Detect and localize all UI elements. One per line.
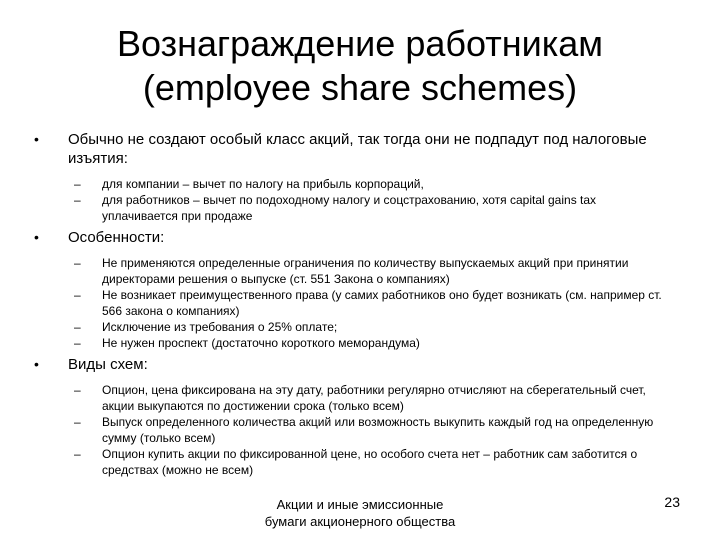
dash-marker: –	[74, 415, 81, 429]
sub-item-text: Опцион, цена фиксирована на эту дату, работники регулярно отчисляют на сберегательный счет, акции выкупаются по достижении срока (только всем)	[102, 383, 646, 413]
bullet-marker: •	[34, 229, 39, 245]
footer-line-2: бумаги акционерного общества	[264, 514, 456, 529]
sub-item	[34, 287, 674, 319]
sub-item	[34, 176, 674, 192]
sub-item	[34, 382, 674, 414]
slide-footer	[250, 496, 470, 530]
sub-list	[34, 382, 674, 478]
page-number: 23	[664, 494, 680, 510]
footer-line-1: Акции и иные эмиссионные	[276, 497, 444, 512]
bullet-item	[34, 130, 674, 168]
dash-marker: –	[74, 288, 81, 302]
slide-content	[34, 130, 674, 482]
sub-list	[34, 176, 674, 224]
bullet-text: Особенности:	[68, 229, 165, 246]
dash-marker: –	[74, 177, 81, 191]
title-line-1: Вознаграждение работникам	[116, 23, 604, 64]
sub-item-text: для работников – вычет по подоходному налогу и соцстрахованию, хотя capital gains tax уплачивается при продаже	[102, 193, 597, 223]
dash-marker: –	[74, 383, 81, 397]
bullet-item	[34, 355, 674, 374]
sub-item-text: Выпуск определенного количества акций или возможность выкупить каждый год на определенную сумму (только всем)	[102, 415, 654, 445]
dash-marker: –	[74, 320, 81, 334]
bullet-marker: •	[34, 356, 39, 372]
sub-item	[34, 255, 674, 287]
sub-item	[34, 414, 674, 446]
bullet-marker: •	[34, 131, 39, 147]
bullet-text: Виды схем:	[68, 356, 148, 373]
sub-item-text: для компании – вычет по налогу на прибыль корпораций,	[102, 177, 424, 191]
bullet-text: Обычно не создают особый класс акций, так тогда они не подпадут под налоговые изъятия:	[68, 131, 647, 167]
sub-item-text: Не нужен проспект (достаточно короткого меморандума)	[102, 336, 420, 350]
sub-item	[34, 335, 674, 351]
dash-marker: –	[74, 336, 81, 350]
slide-title	[40, 22, 680, 110]
sub-item	[34, 446, 674, 478]
sub-item-text: Опцион купить акции по фиксированной цене, но особого счета нет – работник сам заботится о средствах (можно не всем)	[102, 447, 638, 477]
sub-item-text: Исключение из требования о 25% оплате;	[102, 320, 338, 334]
dash-marker: –	[74, 447, 81, 461]
dash-marker: –	[74, 193, 81, 207]
dash-marker: –	[74, 256, 81, 270]
bullet-item	[34, 228, 674, 247]
sub-item	[34, 192, 674, 224]
sub-list	[34, 255, 674, 351]
sub-item-text: Не возникает преимущественного права (у самих работников оно будет возникать (см. например ст. 566 закона о компаниях)	[102, 288, 662, 318]
title-line-2: (employee share schemes)	[142, 67, 578, 108]
sub-item-text: Не применяются определенные ограничения по количеству выпускаемых акций при принятии директорами решения о выпуске (ст. 551 Закона о компаниях)	[102, 256, 629, 286]
sub-item	[34, 319, 674, 335]
